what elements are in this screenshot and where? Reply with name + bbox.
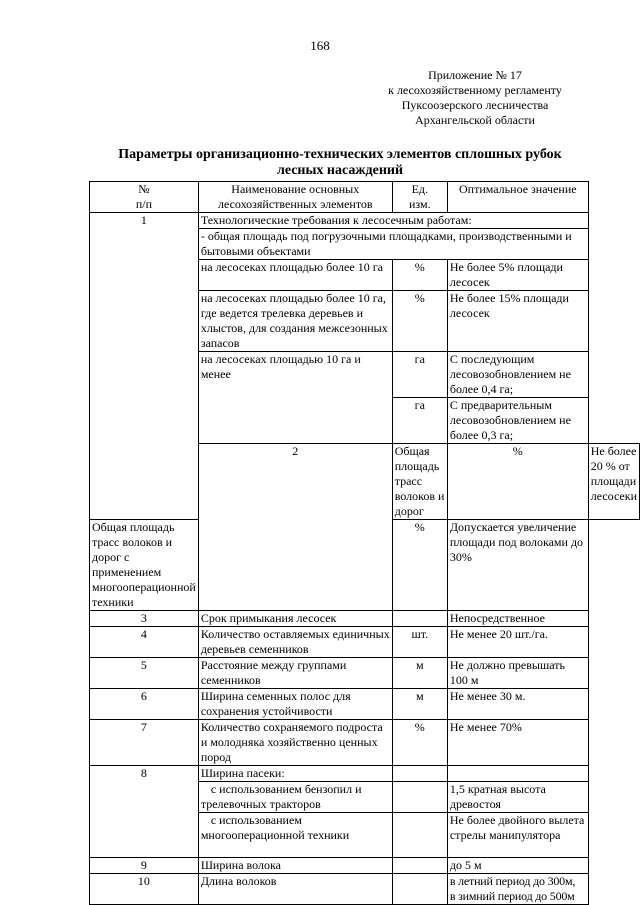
- row-num-6: 6: [90, 689, 199, 720]
- title-line-2: лесных насаждений: [276, 163, 404, 178]
- appendix-line-4: Архангельской области: [415, 113, 535, 127]
- row-1d-value: С последующим лесовозобновлением не более 0,4 га;: [447, 352, 588, 398]
- row-8-name: Ширина пасеки:: [198, 766, 392, 782]
- header-name: Наименование основных лесохозяйственных элементов: [198, 182, 392, 213]
- row-9-value: до 5 м: [447, 858, 588, 874]
- row-2b-name: Общая площадь трасс волоков и дорог с применением многооперационной техники: [90, 520, 199, 611]
- row-1c-unit: %: [392, 291, 447, 352]
- page-number: 168: [310, 38, 330, 53]
- row-8b-name: с использованием многооперационной техники: [198, 813, 392, 858]
- row-num-5: 5: [90, 658, 199, 689]
- row-4-name: Количество оставляемых единичных деревьев семенников: [198, 627, 392, 658]
- row-9-unit: [392, 858, 447, 874]
- row-1b-value: Не более 5% площади лесосек: [447, 260, 588, 291]
- row-2b-unit: %: [392, 520, 447, 611]
- table-row: [90, 766, 640, 782]
- row-8a-unit: [392, 782, 447, 813]
- table-row: [90, 627, 640, 658]
- row-1-name: Технологические требования к лесосечным работам:: [198, 213, 588, 229]
- row-8b-value: Не более двойного вылета стрелы манипулятора: [447, 813, 588, 858]
- row-2-value: Не более 20 % от площади лесосеки: [588, 444, 639, 520]
- row-9-name: Ширина волока: [198, 858, 392, 874]
- table-row: [90, 658, 640, 689]
- table-row: [90, 689, 640, 720]
- row-6-name: Ширина семенных полос для сохранения устойчивости: [198, 689, 392, 720]
- row-1d-unit: га: [392, 352, 447, 398]
- row-7-unit: %: [392, 720, 447, 766]
- row-1b-name: на лесосеках площадью более 10 га: [198, 260, 392, 291]
- appendix-heading: [360, 68, 590, 128]
- header-unit: Ед. изм.: [392, 182, 447, 213]
- title-line-1: Параметры организационно-технических элементов сплошных рубок: [118, 147, 562, 162]
- row-1c-value: Не более 15% площади лесосек: [447, 291, 588, 352]
- table-row: [90, 213, 640, 229]
- table-row: [90, 874, 640, 905]
- row-3-unit: [392, 611, 447, 627]
- row-1e-value: С предварительным лесовозобновлением не более 0,3 га;: [447, 398, 588, 444]
- row-8b-unit: [392, 813, 447, 858]
- row-10-unit: [392, 874, 447, 905]
- row-3-value: Непосредственное: [447, 611, 588, 627]
- row-1a-name: - общая площадь под погрузочными площадками, производственными и бытовыми объектами: [198, 229, 588, 260]
- row-7-name: Количество сохраняемого подроста и молодняка хозяйственно ценных пород: [198, 720, 392, 766]
- table-row: [90, 858, 640, 874]
- row-8-unit: [392, 766, 447, 782]
- row-4-value: Не менее 20 шт./га.: [447, 627, 588, 658]
- row-6-value: Не менее 30 м.: [447, 689, 588, 720]
- row-1b-unit: %: [392, 260, 447, 291]
- row-num-8: 8: [90, 766, 199, 858]
- row-num-7: 7: [90, 720, 199, 766]
- parameters-table: [89, 181, 640, 905]
- row-5-unit: м: [392, 658, 447, 689]
- row-num-9: 9: [90, 858, 199, 874]
- appendix-line-1: Приложение № 17: [428, 68, 522, 82]
- row-7-value: Не менее 70%: [447, 720, 588, 766]
- row-10-value: в летний период до 300м, в зимний период до 500м: [447, 874, 588, 905]
- row-8a-name: с использованием бензопил и трелевочных тракторов: [198, 782, 392, 813]
- row-4-unit: шт.: [392, 627, 447, 658]
- row-num-3: 3: [90, 611, 199, 627]
- document-title: [85, 147, 595, 179]
- row-num-2: 2: [198, 444, 392, 611]
- row-2-name: Общая площадь трасс волоков и дорог: [392, 444, 447, 520]
- appendix-line-3: Пуксоозерского лесничества: [401, 98, 549, 112]
- row-5-name: Расстояние между группами семенников: [198, 658, 392, 689]
- appendix-line-2: к лесохозяйственному регламенту: [388, 83, 562, 97]
- row-num-4: 4: [90, 627, 199, 658]
- row-8-value: [447, 766, 588, 782]
- row-10-name: Длина волоков: [198, 874, 392, 905]
- table-header-row: [90, 182, 640, 213]
- row-1c-name: на лесосеках площадью более 10 га, где ведется трелевка деревьев и хлыстов, для создания межсезонных запасов: [198, 291, 392, 352]
- row-2b-value: Допускается увеличение площади под волоками до 30%: [447, 520, 588, 611]
- row-5-value: Не должно превышать 100 м: [447, 658, 588, 689]
- row-6-unit: м: [392, 689, 447, 720]
- row-num-10: 10: [90, 874, 199, 905]
- header-num: № п/п: [90, 182, 199, 213]
- table-row: [90, 611, 640, 627]
- row-1d-name: на лесосеках площадью 10 га и менее: [198, 352, 392, 444]
- row-8a-value: 1,5 кратная высота древостоя: [447, 782, 588, 813]
- row-num-1: 1: [90, 213, 199, 520]
- table-row: [90, 720, 640, 766]
- row-2-unit: %: [447, 444, 588, 520]
- header-value: Оптимальное значение: [447, 182, 588, 213]
- row-1e-unit: га: [392, 398, 447, 444]
- row-3-name: Срок примыкания лесосек: [198, 611, 392, 627]
